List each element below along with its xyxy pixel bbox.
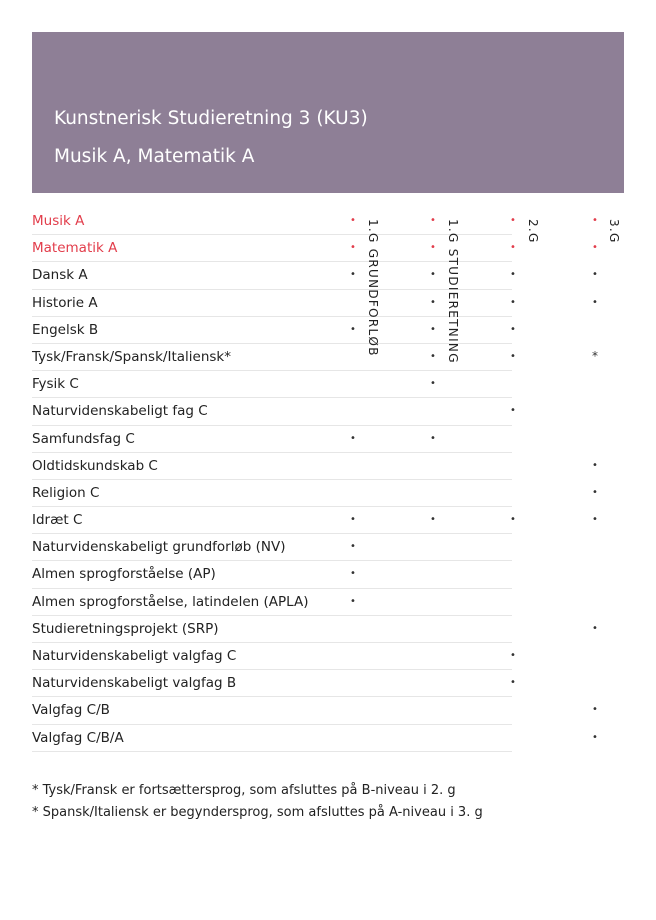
year-mark: • — [350, 541, 356, 553]
year-mark: • — [592, 269, 598, 281]
table-row — [32, 697, 598, 724]
page-subtitle: Musik A, Matematik A — [54, 146, 255, 167]
table-row — [32, 670, 516, 697]
year-mark: • — [430, 514, 436, 526]
column-header-1g-studieretning: 1.G STUDIERETNING — [446, 219, 460, 364]
table-row — [32, 426, 512, 453]
table-row — [32, 507, 598, 534]
column-header-3g: 3.G — [607, 219, 621, 244]
subject-label: Valgfag C/B — [32, 702, 110, 719]
subject-label: Historie A — [32, 294, 98, 311]
table-row — [32, 235, 598, 262]
year-mark: • — [510, 242, 516, 254]
year-mark: • — [510, 405, 516, 417]
year-mark: • — [592, 296, 598, 308]
subject-label: Studieretningsprojekt (SRP) — [32, 620, 219, 637]
subject-label: Naturvidenskabeligt grundforløb (NV) — [32, 539, 286, 556]
table-row — [32, 317, 516, 344]
year-mark: • — [430, 432, 436, 444]
subject-label: Tysk/Fransk/Spansk/Italiensk* — [32, 348, 231, 365]
table-row — [32, 616, 598, 643]
year-mark: • — [510, 350, 516, 362]
subject-label: Oldtidskundskab C — [32, 457, 158, 474]
year-mark: • — [430, 242, 436, 254]
subject-label: Idræt C — [32, 512, 83, 529]
year-mark: * — [592, 348, 598, 363]
table-row — [32, 561, 512, 588]
subject-label: Samfundsfag C — [32, 430, 135, 447]
table-row — [32, 643, 516, 670]
year-mark: • — [430, 215, 436, 226]
page-title: Kunstnerisk Studieretning 3 (KU3) — [54, 108, 368, 129]
subject-label: Fysik C — [32, 376, 79, 393]
footnote-1: * Tysk/Fransk er fortsættersprog, som afsluttes på B-niveau i 2. g — [32, 783, 456, 798]
subject-label: Valgfag C/B/A — [32, 729, 124, 746]
subject-label: Dansk A — [32, 267, 88, 284]
year-mark: • — [510, 269, 516, 281]
year-mark: • — [510, 650, 516, 661]
subject-label: Musik A — [32, 213, 85, 229]
table-row — [32, 262, 598, 289]
year-mark: • — [430, 378, 436, 390]
column-header-2g: 2.G — [526, 219, 540, 244]
year-mark: • — [430, 269, 436, 281]
subject-label: Almen sprogforståelse, latindelen (APLA) — [32, 593, 309, 610]
year-mark: • — [430, 350, 436, 362]
column-header-1g-grundforloeb: 1.G GRUNDFORLØB — [366, 219, 380, 357]
table-row — [32, 371, 512, 398]
table-row — [32, 589, 512, 616]
year-mark: • — [592, 459, 598, 471]
subject-label: Matematik A — [32, 240, 118, 257]
subject-label: Naturvidenskabeligt valgfag B — [32, 675, 237, 692]
year-mark: • — [350, 215, 356, 226]
table-row — [32, 290, 598, 317]
year-mark: • — [592, 215, 598, 226]
year-mark: • — [350, 323, 356, 335]
subject-label: Religion C — [32, 484, 100, 501]
year-mark: • — [592, 731, 598, 743]
year-mark: • — [510, 215, 516, 226]
year-mark: • — [350, 432, 356, 444]
year-mark: • — [592, 242, 598, 254]
table-row — [32, 344, 598, 371]
year-mark: • — [350, 269, 356, 281]
year-mark: • — [350, 514, 356, 526]
year-mark: • — [430, 323, 436, 335]
year-mark: • — [350, 242, 356, 254]
year-mark: • — [592, 622, 598, 634]
footnotes — [32, 780, 483, 824]
subject-label: Engelsk B — [32, 321, 99, 338]
header-banner — [32, 32, 624, 193]
year-mark: • — [592, 514, 598, 526]
year-mark: • — [510, 514, 516, 526]
year-mark: • — [510, 296, 516, 308]
table-row — [32, 398, 516, 425]
footnote-2: * Spansk/Italiensk er begyndersprog, som afsluttes på A-niveau i 3. g — [32, 805, 483, 820]
table-row — [32, 453, 598, 480]
year-mark: • — [592, 486, 598, 498]
year-mark: • — [510, 677, 516, 689]
subject-label: Naturvidenskabeligt fag C — [32, 403, 208, 420]
year-mark: • — [430, 296, 436, 308]
year-mark: • — [510, 323, 516, 335]
subject-label: Almen sprogforståelse (AP) — [32, 566, 216, 583]
table-row — [32, 534, 512, 561]
year-mark: • — [592, 704, 598, 716]
year-mark: • — [350, 568, 356, 580]
table-row — [32, 480, 598, 507]
table-row — [32, 725, 598, 752]
year-mark: • — [350, 595, 356, 607]
subject-label: Naturvidenskabeligt valgfag C — [32, 648, 237, 664]
